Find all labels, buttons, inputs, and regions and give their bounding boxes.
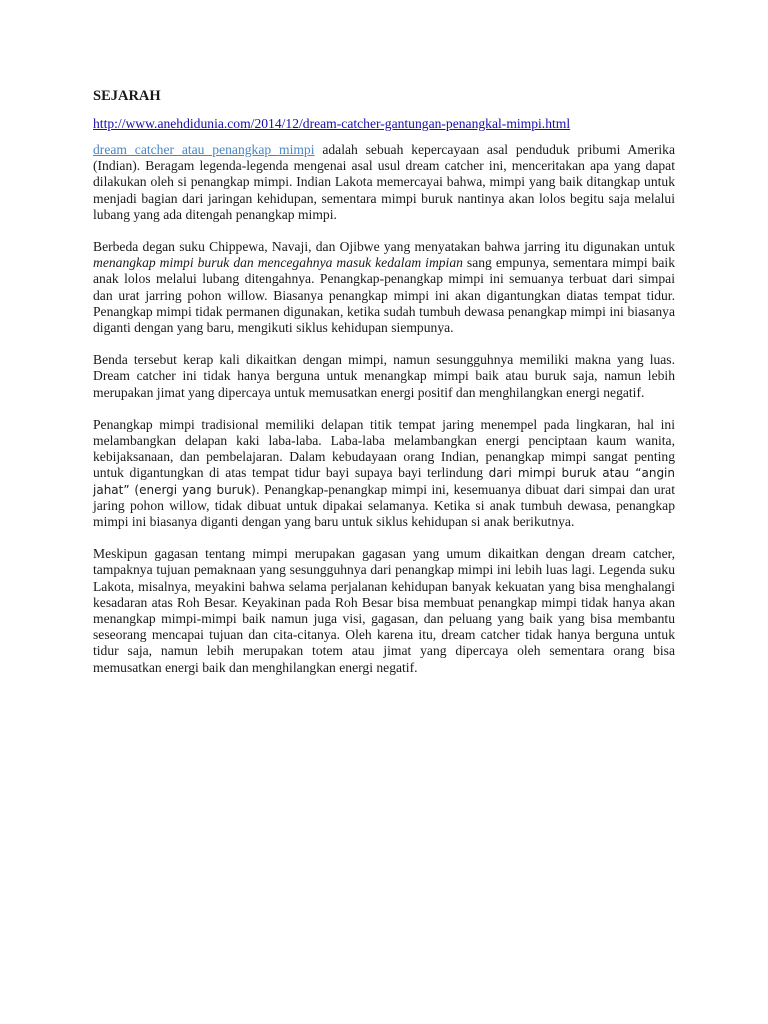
paragraph-3: Benda tersebut kerap kali dikaitkan dengan mimpi, namun sesungguhnya memiliki makna yang luas. Dream catcher ini tidak hanya berguna untuk menangkap mimpi baik atau buruk saja, namun lebih merupakan jimat yang dipercaya untuk memusatkan energi positif dan menghilangkan energi negatif. [93,352,675,400]
paragraph-2-start: Berbeda degan suku Chippewa, Navaji, dan Ojibwe yang menyatakan bahwa jarring itu digunakan untuk [93,239,675,255]
paragraph-2-italic: menangkap mimpi buruk dan mencegahnya masuk kedalam impian [93,255,463,271]
paragraph-4 [93,417,675,530]
source-url-link[interactable]: http://www.anehdidunia.com/2014/12/dream-catcher-gantungan-penangkal-mimpi.html [93,116,571,131]
paragraph-4-sans: dari mimpi buruk atau “angin jahat” (energi yang buruk). [93,466,675,497]
paragraph-5: Meskipun gagasan tentang mimpi merupakan gagasan yang umum dikaitkan dengan dream catcher, tampaknya tujuan pemaknaan yang sesungguhnya dari penangkap mimpi ini lebih luas lagi. Legenda suku Lakota, misalnya, meyakini bahwa selama perjalanan kehidupan banyak kekuatan yang bisa menghalangi kesadaran atas Roh Besar. Keyakinan pada Roh Besar bisa membuat penangkap mimpi tidak hanya akan menangkap mimpi-mimpi baik namun juga visi, gagasan, dan peluang yang baik yang bisa membantu seseorang mencapai tujuan dan cita-citanya. Oleh karena itu, dream catcher tidak hanya berguna untuk tidur saja, namun lebih merupakan totem atau jimat yang dipercaya oleh sementara orang bisa memusatkan energi baik dan menghilangkan energi negatif. [93,546,675,675]
document-body [93,87,675,676]
paragraph-1-text: adalah sebuah kepercayaan asal penduduk pribumi Amerika (Indian). Beragam legenda-legenda mengenai asal usul dream catcher ini, menceritakan apa yang dapat dilakukan oleh si penangkap mimpi. Indian Lakota memercayai bahwa, mimpi yang baik ditangkap untuk menjadi bagian dari jaringan kehidupan, sementara mimpi buruk nantinya akan lolos begitu saja melalui lubang yang ada ditengah penangkap mimpi. [93,142,675,222]
paragraph-2-end: sang empunya, sementara mimpi baik anak lolos melalui lubang ditengahnya. Penangkap-penangkap mimpi ini semuanya terbuat dari simpai dan urat jarring pohon willow. Biasanya penangkap mimpi ini akan digantungkan diatas tempat tidur. Penangkap mimpi tidak permanen digunakan, ketika sudah tumbuh dewasa penangkap mimpi ini biasanya diganti dengan yang baru, mengikuti siklus kehidupan siempunya. [93,255,676,336]
paragraph-1 [93,142,675,223]
paragraph-4-start: Penangkap mimpi tradisional memiliki delapan titik tempat jaring menempel pada lingkaran, hal ini melambangkan delapan kaki laba-laba. Laba-laba melambangkan energi penciptaan kaum wanita, kebijaksanaan, dan pembelajaran. Dalam kebudayaan orang Indian, penangkap mimpi sangat penting untuk digantungkan di atas tempat tidur bayi supaya bayi terlindung [93,416,675,481]
paragraph-2 [93,239,675,336]
paragraph-4-end: Penangkap-penangkap mimpi ini, kesemuanya dibuat dari simpai dan urat jaring pohon willow, tidak dibuat untuk dipakai selamanya. Ketika si anak tumbuh dewasa, penangkap mimpi ini biasanya diganti dengan yang baru untuk siklus kehidupan si anak berikutnya. [93,481,675,530]
dream-catcher-link[interactable]: dream catcher atau penangkap mimpi [93,142,315,157]
section-heading: SEJARAH [93,88,161,104]
